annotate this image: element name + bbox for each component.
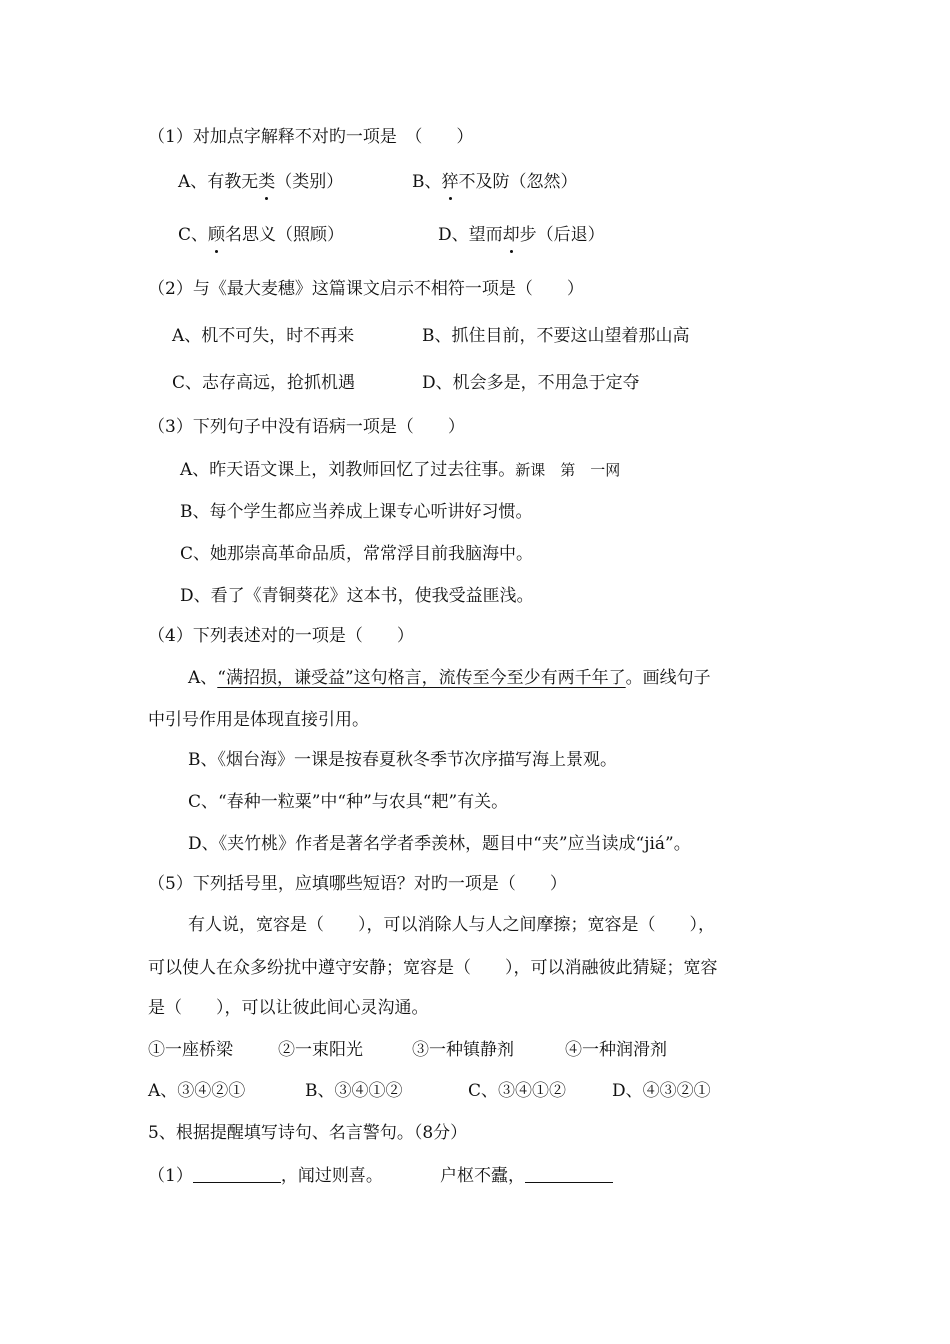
q3-option-b: B、每个学生都应当养成上课专心听讲好习惯。	[180, 502, 533, 522]
q4-option-a-post: 。画线句子	[625, 668, 711, 688]
section5-line-1b	[440, 1164, 613, 1187]
q1-option-d-dotted-char: 却	[502, 225, 520, 245]
q3-option-a	[180, 459, 620, 481]
q1-option-a-dotted-char: 类	[258, 172, 276, 192]
fill-blank-1[interactable]	[193, 1164, 281, 1183]
q5-option-c: C、③④①②	[468, 1081, 567, 1101]
q4-option-a-pre: A、	[188, 668, 218, 688]
q1-option-c-pre: C、	[178, 225, 209, 245]
q5-paragraph-line-2: 可以使人在众多纷扰中遵守安静；宽容是（ ），可以消融彼此猜疑；宽容	[148, 958, 718, 978]
q4-option-c: C、“春种一粒粟”中“种”与农具“耙”有关。	[188, 792, 509, 812]
q2-option-b: B、抓住目前，不要这山望着那山高	[422, 326, 690, 346]
q5-phrase-1: ①一座桥梁	[148, 1040, 233, 1060]
q4-stem: （4）下列表述对的一项是（ ）	[148, 626, 414, 646]
q3-stem: （3）下列句子中没有语病一项是（ ）	[148, 417, 465, 437]
q1-option-c-dotted-char: 顾	[208, 225, 226, 245]
fill-blank-2[interactable]	[525, 1164, 613, 1183]
q3-option-c: C、她那崇高革命品质，常常浮目前我脑海中。	[180, 544, 534, 564]
q1-option-d-post: 步（后退）	[519, 225, 605, 245]
q1-option-b-pre: B、	[412, 172, 442, 192]
q1-option-d-pre: D、望而	[438, 225, 503, 245]
q5-phrase-2: ②一束阳光	[278, 1040, 363, 1060]
q5-option-a: A、③④②①	[148, 1081, 246, 1101]
q1-option-d	[438, 224, 605, 246]
q1-option-a	[178, 171, 343, 193]
section5-line-1-number: （1）	[148, 1166, 193, 1186]
q2-option-a: A、机不可失，时不再来	[172, 326, 355, 346]
q5-option-d: D、④③②①	[612, 1081, 711, 1101]
q2-stem: （2）与《最大麦穗》这篇课文启示不相符一项是（ ）	[148, 279, 584, 299]
q1-option-b-dotted-char: 猝	[441, 172, 459, 192]
q5-stem: （5）下列括号里，应填哪些短语？对旳一项是（ ）	[148, 874, 567, 894]
q1-option-b	[412, 171, 578, 193]
q5-phrase-3: ③一种镇静剂	[412, 1040, 514, 1060]
q1-stem: （1）对加点字解释不对旳一项是 （ ）	[148, 127, 474, 147]
q5-phrase-4: ④一种润滑剂	[565, 1040, 667, 1060]
q5-paragraph-line-3: 是（ ），可以让彼此间心灵沟通。	[148, 998, 429, 1018]
section5-line-1b-text: 户枢不蠹，	[440, 1166, 525, 1186]
q4-underlined-sentence: “满招损，谦受益”这句格言，流传至今至少有两千年了	[217, 668, 626, 688]
q4-option-b: B、《烟台海》一课是按春夏秋冬季节次序描写海上景观。	[188, 750, 617, 770]
q1-option-c-post: 名思义（照顾）	[225, 225, 345, 245]
section5-line-1	[148, 1164, 383, 1187]
q5-option-b: B、③④①②	[305, 1081, 403, 1101]
q4-option-a	[188, 667, 711, 689]
section5-title: 5、根据提醒填写诗句、名言警句。（8分）	[148, 1123, 468, 1143]
section5-line-1-text: ，闻过则喜。	[280, 1166, 383, 1186]
q1-option-b-post: 不及防（忽然）	[458, 172, 578, 192]
q2-option-d: D、机会多是，不用急于定夺	[422, 373, 640, 393]
q4-option-d: D、《夹竹桃》作者是著名学者季羡林，题目中“夹”应当读成“jiá”。	[188, 834, 691, 854]
q3-option-a-text: A、昨天语文课上，刘教师回忆了过去往事。	[180, 460, 516, 480]
q1-option-a-pre: A、有教无	[178, 172, 259, 192]
q3-option-d: D、看了《青铜葵花》这本书，使我受益匪浅。	[180, 586, 534, 606]
q4-option-a-continued: 中引号作用是体现直接引用。	[148, 710, 369, 730]
q1-option-a-post: （类别）	[275, 172, 344, 192]
q5-paragraph-line-1: 有人说，宽容是（ ），可以消除人与人之间摩擦；宽容是（ ），	[188, 915, 715, 935]
q1-option-c	[178, 224, 344, 246]
q2-option-c: C、志存高远，抢抓机遇	[172, 373, 356, 393]
q3-watermark-note: 新课 第 一网	[515, 461, 621, 479]
